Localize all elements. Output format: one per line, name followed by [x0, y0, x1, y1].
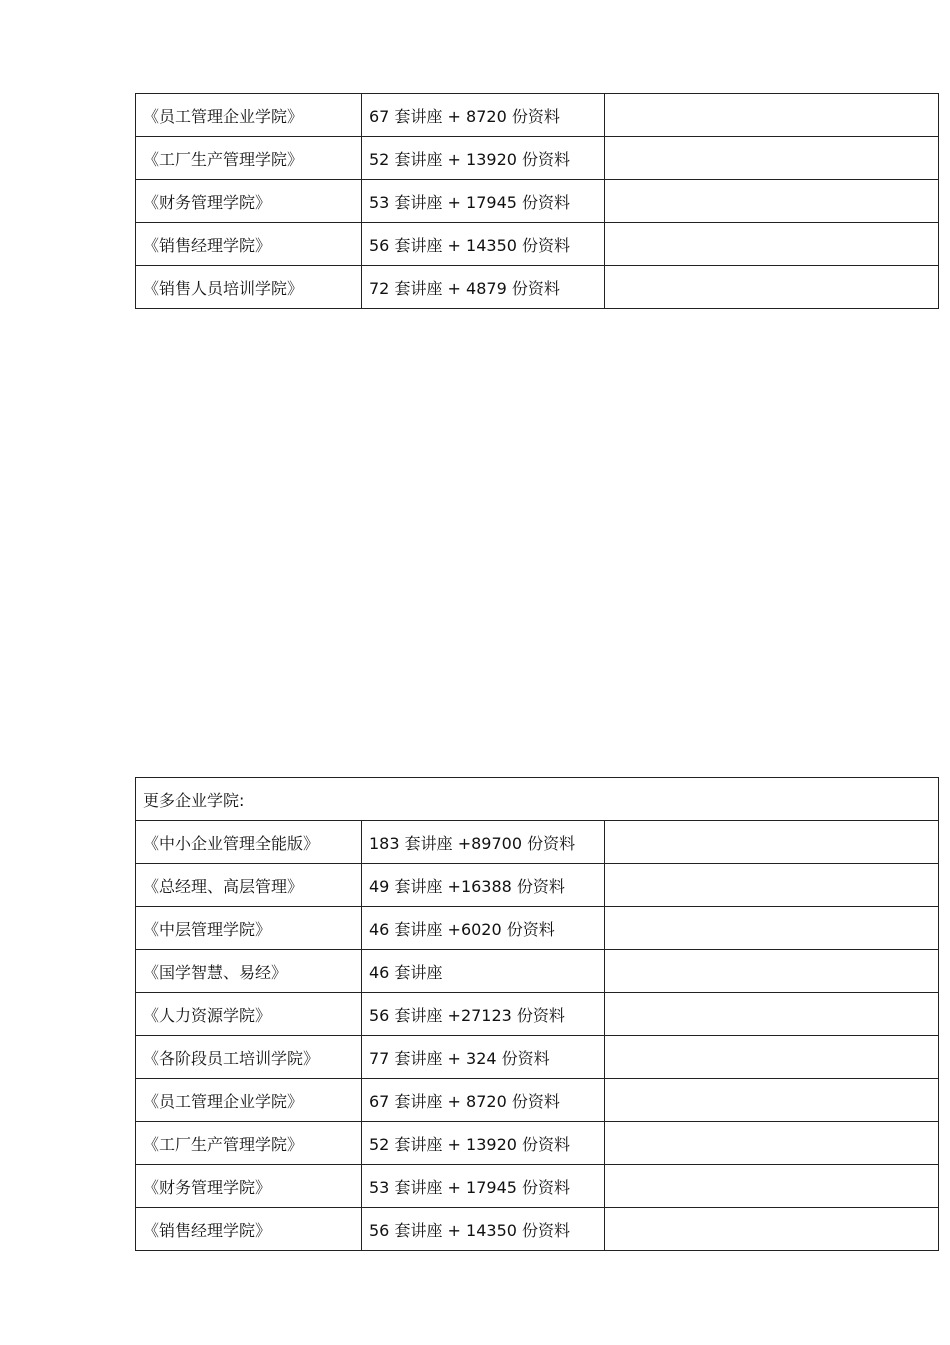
- academy-name: 《财务管理学院》: [136, 1165, 362, 1208]
- academy-detail: 72 套讲座 + 4879 份资料: [362, 266, 605, 309]
- academy-detail: 53 套讲座 + 17945 份资料: [362, 1165, 605, 1208]
- academy-detail: 67 套讲座 + 8720 份资料: [362, 1079, 605, 1122]
- academy-table-top: [135, 93, 939, 309]
- academy-detail: 46 套讲座: [362, 950, 605, 993]
- table-header: 更多企业学院:: [136, 778, 939, 821]
- academy-detail: 49 套讲座 +16388 份资料: [362, 864, 605, 907]
- table-row: [136, 1036, 939, 1079]
- table-row: [136, 1208, 939, 1251]
- table-row: [136, 266, 939, 309]
- academy-name: 《人力资源学院》: [136, 993, 362, 1036]
- academy-detail: 56 套讲座 + 14350 份资料: [362, 1208, 605, 1251]
- table-row: [136, 223, 939, 266]
- empty-cell: [605, 864, 939, 907]
- academy-name: 《中小企业管理全能版》: [136, 821, 362, 864]
- academy-name: 《销售经理学院》: [136, 1208, 362, 1251]
- empty-cell: [605, 1036, 939, 1079]
- table-row: [136, 950, 939, 993]
- academy-detail: 56 套讲座 +27123 份资料: [362, 993, 605, 1036]
- table-row: [136, 864, 939, 907]
- academy-name: 《各阶段员工培训学院》: [136, 1036, 362, 1079]
- table-row: [136, 137, 939, 180]
- academy-detail: 67 套讲座 + 8720 份资料: [362, 94, 605, 137]
- academy-name: 《工厂生产管理学院》: [136, 1122, 362, 1165]
- empty-cell: [605, 993, 939, 1036]
- table-row: [136, 1122, 939, 1165]
- table-header-row: [136, 778, 939, 821]
- table-row: [136, 993, 939, 1036]
- empty-cell: [605, 821, 939, 864]
- academy-detail: 77 套讲座 + 324 份资料: [362, 1036, 605, 1079]
- academy-name: 《中层管理学院》: [136, 907, 362, 950]
- academy-name: 《员工管理企业学院》: [136, 94, 362, 137]
- table-row: [136, 94, 939, 137]
- empty-cell: [605, 950, 939, 993]
- academy-name: 《销售人员培训学院》: [136, 266, 362, 309]
- empty-cell: [605, 94, 939, 137]
- empty-cell: [605, 1079, 939, 1122]
- empty-cell: [605, 266, 939, 309]
- empty-cell: [605, 223, 939, 266]
- academy-name: 《销售经理学院》: [136, 223, 362, 266]
- empty-cell: [605, 907, 939, 950]
- empty-cell: [605, 137, 939, 180]
- academy-name: 《财务管理学院》: [136, 180, 362, 223]
- academy-name: 《员工管理企业学院》: [136, 1079, 362, 1122]
- empty-cell: [605, 180, 939, 223]
- empty-cell: [605, 1122, 939, 1165]
- academy-name: 《国学智慧、易经》: [136, 950, 362, 993]
- academy-detail: 46 套讲座 +6020 份资料: [362, 907, 605, 950]
- table-row: [136, 821, 939, 864]
- academy-detail: 183 套讲座 +89700 份资料: [362, 821, 605, 864]
- academy-detail: 53 套讲座 + 17945 份资料: [362, 180, 605, 223]
- academy-detail: 52 套讲座 + 13920 份资料: [362, 137, 605, 180]
- table-row: [136, 907, 939, 950]
- academy-detail: 52 套讲座 + 13920 份资料: [362, 1122, 605, 1165]
- table-row: [136, 1079, 939, 1122]
- academy-name: 《工厂生产管理学院》: [136, 137, 362, 180]
- academy-detail: 56 套讲座 + 14350 份资料: [362, 223, 605, 266]
- table-row: [136, 180, 939, 223]
- empty-cell: [605, 1165, 939, 1208]
- table-row: [136, 1165, 939, 1208]
- academy-table-more: [135, 777, 939, 1251]
- academy-name: 《总经理、高层管理》: [136, 864, 362, 907]
- empty-cell: [605, 1208, 939, 1251]
